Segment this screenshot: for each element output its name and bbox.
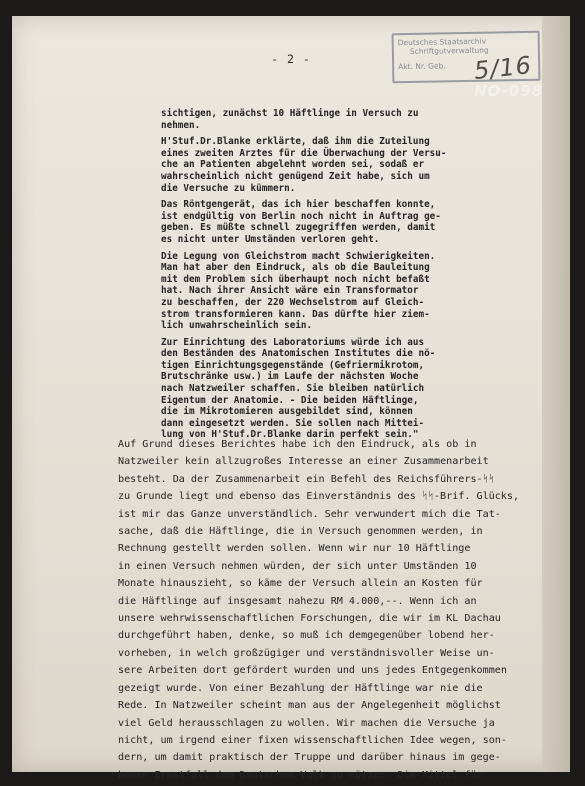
quote-paragraph bbox=[161, 108, 491, 131]
quote-line: H'Stuf.Dr.Blanke erklärte, daß ihm die Zuteilung bbox=[161, 136, 430, 148]
body-line: sache, daß die Häftlinge, die in Versuch genommen werden, in bbox=[118, 526, 483, 538]
document-id-label: NO-098 bbox=[474, 82, 544, 100]
body-line: die Häftlinge auf insgesamt nahezu RM 4.000,--. Wenn ich an bbox=[118, 595, 477, 607]
quote-paragraph bbox=[161, 136, 491, 194]
body-line: durchgeführt haben, denke, so muß ich demgegenüber lobend her- bbox=[118, 630, 495, 642]
handwritten-number: 5/16 bbox=[472, 51, 534, 85]
quote-line: lung von H'Stuf.Dr.Blanke darin perfekt sein." bbox=[161, 429, 419, 441]
quote-line: die im Mikrotomieren ausgebildet sind, können bbox=[161, 406, 413, 418]
body-line: Auf Grund dieses Berichtes habe ich den Eindruck, als ob in bbox=[118, 439, 477, 450]
stamp-line-2: Schriftgutverwaltung bbox=[409, 45, 489, 56]
main-body-text bbox=[118, 436, 538, 784]
quote-paragraph bbox=[161, 251, 491, 332]
body-line: nicht, um irgend einer fixen wissenschaftlichen Idee wegen, son- bbox=[118, 734, 507, 746]
page-number: - 2 - bbox=[271, 52, 311, 66]
body-line: benen Ernstfall dem Deutschen Volk zu nützen. Die Mittel für bbox=[118, 769, 483, 781]
quote-line: Eigentum der Anatomie. - Die beiden Häftlinge, bbox=[161, 394, 419, 406]
quote-line: nach Natzweiler schaffen. Sie bleiben natürlich bbox=[161, 383, 425, 395]
quote-line: wahrscheinlich nicht genügend Zeit habe, sich um bbox=[161, 170, 430, 182]
quote-line: tigen Einrichtungsgegenstände (Gefriermikrotom, bbox=[161, 359, 425, 371]
quote-line: dann eingesetzt werden. Sie sollen nach Mittei- bbox=[161, 417, 425, 429]
quote-line: che an Patienten abgelehnt worden sei, sodaß er bbox=[161, 159, 425, 171]
document-page bbox=[12, 16, 570, 781]
quote-line: mit dem Problem sich überhaupt noch nicht befaßt bbox=[161, 273, 430, 285]
quote-line: Brutschränke usw.) im Laufe der nächsten Woche bbox=[161, 371, 419, 383]
quote-line: es nicht unter Umständen verloren geht. bbox=[161, 233, 380, 245]
quote-line: die Versuche zu kümmern. bbox=[161, 182, 296, 194]
body-line: unsere wehrwissenschaftlichen Forschungen, die wir im KL Dachau bbox=[118, 613, 501, 625]
body-line: dern, um damit praktisch der Truppe und darüber hinaus im gege- bbox=[118, 752, 501, 764]
body-line: vorheben, in welch großzügiger und verständnisvoller Weise un- bbox=[118, 647, 495, 659]
quote-line: Das Röntgengerät, das ich hier beschaffen konnte, bbox=[161, 199, 436, 211]
body-line: gezeigt wurde. Von einer Bezahlung der Häftlinge war nie die bbox=[118, 682, 483, 694]
quote-line: hat. Nach ihrer Ansicht wäre ein Transformator bbox=[161, 285, 419, 297]
quoted-report-block bbox=[161, 108, 491, 446]
body-line: in einen Versuch nehmen würden, der sich unter Umständen 10 bbox=[118, 560, 477, 572]
quote-paragraph bbox=[161, 199, 491, 245]
quote-line: zu beschaffen, der 220 Wechselstrom auf Gleich- bbox=[161, 296, 425, 308]
quote-paragraph bbox=[161, 337, 491, 441]
stamp-line-3: Akt. Nr. Geb. bbox=[398, 61, 446, 72]
body-line: Rechnung gestellt werden sollen. Wenn wir nur 10 Häftlinge bbox=[118, 543, 471, 555]
stamp-line-1: Deutsches Staatsarchiv bbox=[397, 36, 487, 48]
quote-line: nehmen. bbox=[161, 119, 201, 131]
body-line: Rede. In Natzweiler scheint man aus der Angelegenheit möglichst bbox=[118, 700, 501, 712]
quote-line: Die Legung von Gleichstrom macht Schwierigkeiten. bbox=[161, 250, 436, 262]
quote-line: Zur Einrichtung des Laboratoriums würde ich aus bbox=[161, 336, 425, 348]
quote-line: ist endgültig von Berlin noch nicht in Auftrag ge- bbox=[161, 210, 441, 222]
body-line: zu Grunde liegt und ebenso das Einverständnis des ᛋᛋ-Brif. Glücks, bbox=[118, 491, 520, 503]
body-line: Natzweiler kein allzugroßes Interesse an einer Zusammenarbeit bbox=[118, 456, 489, 468]
quote-line: strom transformieren kann. Das dürfte hier ziem- bbox=[161, 308, 430, 320]
page-edge-shadow bbox=[542, 16, 570, 772]
body-line: besteht. Da der Zusammenarbeit ein Befehl des Reichsführers-ᛋᛋ bbox=[118, 473, 495, 485]
body-line: viel Geld herausschlagen zu wollen. Wir machen die Versuche ja bbox=[118, 717, 495, 729]
quote-line: den Beständen des Anatomischen Institutes die nö- bbox=[161, 348, 436, 360]
body-line: ist mir das Ganze unverständlich. Sehr verwundert mich die Tat- bbox=[118, 508, 501, 520]
quote-line: eines zweiten Arztes für die Überwachung der Versu- bbox=[161, 147, 447, 159]
quote-line: sichtigen, zunächst 10 Häftlinge in Versuch zu bbox=[161, 108, 419, 119]
body-line: Monate hinauszieht, so käme der Versuch allein an Kosten für bbox=[118, 578, 483, 590]
quote-line: geben. Es müßte schnell zugegriffen werden, damit bbox=[161, 222, 436, 234]
quote-line: Man hat aber den Eindruck, als ob die Bauleitung bbox=[161, 262, 430, 274]
quote-line: lich unwahrscheinlich sein. bbox=[161, 320, 313, 332]
body-line: sere Arbeiten dort gefördert wurden und uns jedes Entgegenkommen bbox=[118, 665, 507, 677]
